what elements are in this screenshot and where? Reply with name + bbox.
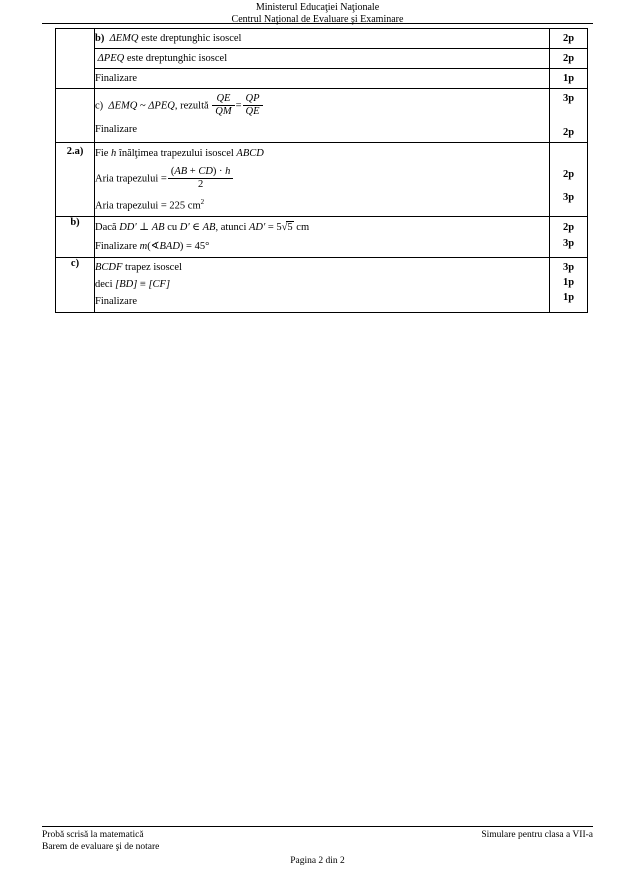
table-row xyxy=(56,257,588,312)
row-body-1b xyxy=(95,29,550,89)
prime-mark-1: ' xyxy=(134,221,137,233)
points-1p-a: 1p xyxy=(562,73,575,84)
math-segment-cf: [CF] xyxy=(148,278,171,290)
equals-five: = 5 xyxy=(265,221,282,233)
text-finalizare-2: Finalizare xyxy=(95,124,137,136)
footer-page-number: Pagina 2 din 2 xyxy=(290,856,345,866)
text-fie: Fie xyxy=(95,148,112,159)
congruent-symbol: ≡ xyxy=(137,278,149,290)
points-3p-b: 3p xyxy=(562,192,575,203)
math-h-2: h xyxy=(225,166,231,177)
row-label-2c: c) xyxy=(56,257,95,312)
row-points-2c xyxy=(550,257,588,312)
footer-top-row xyxy=(42,829,593,841)
subrow-2c-line3 xyxy=(95,293,549,312)
subrow-2a-line2 xyxy=(95,163,549,193)
angle-open: (∢ xyxy=(147,240,160,252)
math-dd: DD xyxy=(119,221,135,233)
row-label-empty-1 xyxy=(56,29,95,89)
subrow-2c-line1 xyxy=(95,258,549,276)
row-label-empty-2 xyxy=(56,89,95,143)
square-root-five xyxy=(282,220,294,235)
equals-sign-2: = xyxy=(160,173,167,185)
subrow-1c-line1 xyxy=(95,89,549,121)
text-finalizare-3: Finalizare xyxy=(95,240,140,252)
math-ad: AD xyxy=(248,221,263,233)
document-header xyxy=(0,2,635,25)
text-finalizare-1: Finalizare xyxy=(95,73,137,84)
text-finalizare-4: Finalizare xyxy=(95,295,137,307)
text-trapez-isoscel: trapez isoscel xyxy=(122,261,182,273)
footer-exam-line: Simulare pentru clasa a VII-a xyxy=(481,830,593,840)
footer-divider-rule xyxy=(42,826,593,827)
document-footer xyxy=(42,829,593,867)
math-d: D xyxy=(179,221,188,233)
angle-value: ) = 45° xyxy=(179,240,210,252)
fraction-qp-qe xyxy=(243,93,263,118)
text-aria-trapezului-1: Aria trapezului xyxy=(95,173,161,185)
paren-open: ( xyxy=(170,166,175,177)
text-atunci: , atunci xyxy=(215,221,249,233)
subrow-2c-line2 xyxy=(95,276,549,293)
subrow-2b-line1 xyxy=(95,217,549,237)
subrow-1b-line3 xyxy=(95,69,549,88)
points-3p-d: 3p xyxy=(562,261,575,273)
text-aria-trapezului-2: Aria trapezului xyxy=(95,200,161,212)
similarity-symbol: ~ xyxy=(137,100,149,112)
header-ministry-line: Ministerul Educaţiei Naţionale xyxy=(255,2,380,13)
fraction-numerator-qp: QP xyxy=(243,93,263,106)
math-triangle-peq: ΔPEQ xyxy=(97,53,125,64)
math-cd: CD xyxy=(198,166,213,177)
footer-barem-line: Barem de evaluare şi de notare xyxy=(42,842,160,852)
fraction-qe-qm xyxy=(212,93,234,118)
prime-mark-2: ' xyxy=(187,221,190,233)
fraction-numerator-qe: QE xyxy=(212,93,234,106)
item-letter-b: b) xyxy=(95,33,105,44)
math-h: h xyxy=(111,148,117,159)
subrow-1b-line1 xyxy=(95,29,549,49)
fraction-area-formula xyxy=(168,166,234,191)
header-center-line: Centrul Naţional de Evaluare şi Examinare xyxy=(231,13,404,25)
points-2p-b: 2p xyxy=(550,49,587,69)
header-divider-rule xyxy=(42,23,593,24)
table-row xyxy=(56,216,588,257)
paren-close: ) xyxy=(212,166,217,177)
math-abcd: ABCD xyxy=(236,148,264,159)
row-label-2a: 2.a) xyxy=(56,143,95,217)
math-triangle-emq-2: ΔEMQ xyxy=(108,100,138,112)
math-triangle-peq-2: ΔPEQ xyxy=(148,100,175,112)
row-body-2c xyxy=(95,257,550,312)
points-1p-c: 1p xyxy=(562,291,575,303)
unit-cm: cm xyxy=(293,221,310,233)
table-row xyxy=(56,89,588,143)
subrow-1b-line2 xyxy=(95,49,549,69)
radical-sign: √ xyxy=(281,221,288,233)
text-dreptunghic-isoscel-1: este dreptunghic isoscel xyxy=(138,33,242,44)
radicand-value: 5 xyxy=(287,221,293,233)
row-points-1b xyxy=(550,29,588,89)
math-bcdf: BCDF xyxy=(95,261,123,273)
math-bad: BAD xyxy=(159,240,180,252)
subrow-2a-line1 xyxy=(95,143,549,163)
text-cu: cu xyxy=(164,221,180,233)
row-label-2b: b) xyxy=(56,216,95,257)
row-body-2a xyxy=(95,143,550,217)
text-dreptunghic-isoscel-2: este dreptunghic isoscel xyxy=(124,53,228,64)
math-ab: AB xyxy=(174,166,188,177)
item-letter-c-1: c) xyxy=(95,100,104,112)
prime-mark-3: ' xyxy=(262,221,266,233)
math-triangle-emq: ΔEMQ xyxy=(109,33,139,44)
element-of-symbol: ∈ xyxy=(189,221,203,233)
math-m-measure: m xyxy=(139,240,148,252)
footer-subject-line: Probă scrisă la matematică xyxy=(42,830,144,840)
points-2p-d: 2p xyxy=(562,169,575,180)
points-3p-c: 3p xyxy=(562,237,575,249)
table-row xyxy=(56,143,588,217)
fraction-numerator-area xyxy=(168,166,234,179)
equals-sign-1: = xyxy=(235,100,242,112)
row-points-2b xyxy=(550,216,588,257)
points-3p-a: 3p xyxy=(562,93,575,104)
table-row xyxy=(56,29,588,89)
points-1p-b: 1p xyxy=(562,276,575,288)
row-points-1c xyxy=(550,89,588,143)
fraction-denominator-two: 2 xyxy=(197,179,204,191)
area-value: = 225 cm xyxy=(160,200,201,212)
math-ab-2: AB xyxy=(151,221,165,233)
grading-scheme-table xyxy=(55,28,588,313)
fraction-denominator-qm: QM xyxy=(215,106,232,118)
plus-sign: + xyxy=(187,166,199,177)
fraction-denominator-qe: QE xyxy=(245,106,260,118)
points-2p-c: 2p xyxy=(562,127,575,138)
subrow-1c-line2 xyxy=(95,121,549,139)
text-deci: deci xyxy=(95,278,116,290)
text-daca: Dacă xyxy=(95,221,120,233)
dot-operator: · xyxy=(216,166,226,177)
row-body-2b xyxy=(95,216,550,257)
text-inaltimea: înălţimea trapezului isoscel xyxy=(116,148,237,159)
row-body-1c xyxy=(95,89,550,143)
row-points-2a xyxy=(550,143,588,217)
perpendicular-symbol: ⊥ xyxy=(136,221,152,233)
superscript-squared: 2 xyxy=(200,198,205,207)
math-segment-bd: [BD] xyxy=(115,278,138,290)
math-ab-3: AB xyxy=(202,221,216,233)
points-2p-a: 2p xyxy=(550,29,587,49)
subrow-2b-line2 xyxy=(95,237,549,257)
text-rezulta: , rezultă xyxy=(174,100,209,112)
points-2p-e: 2p xyxy=(562,221,575,233)
subrow-2a-line3 xyxy=(95,193,549,216)
